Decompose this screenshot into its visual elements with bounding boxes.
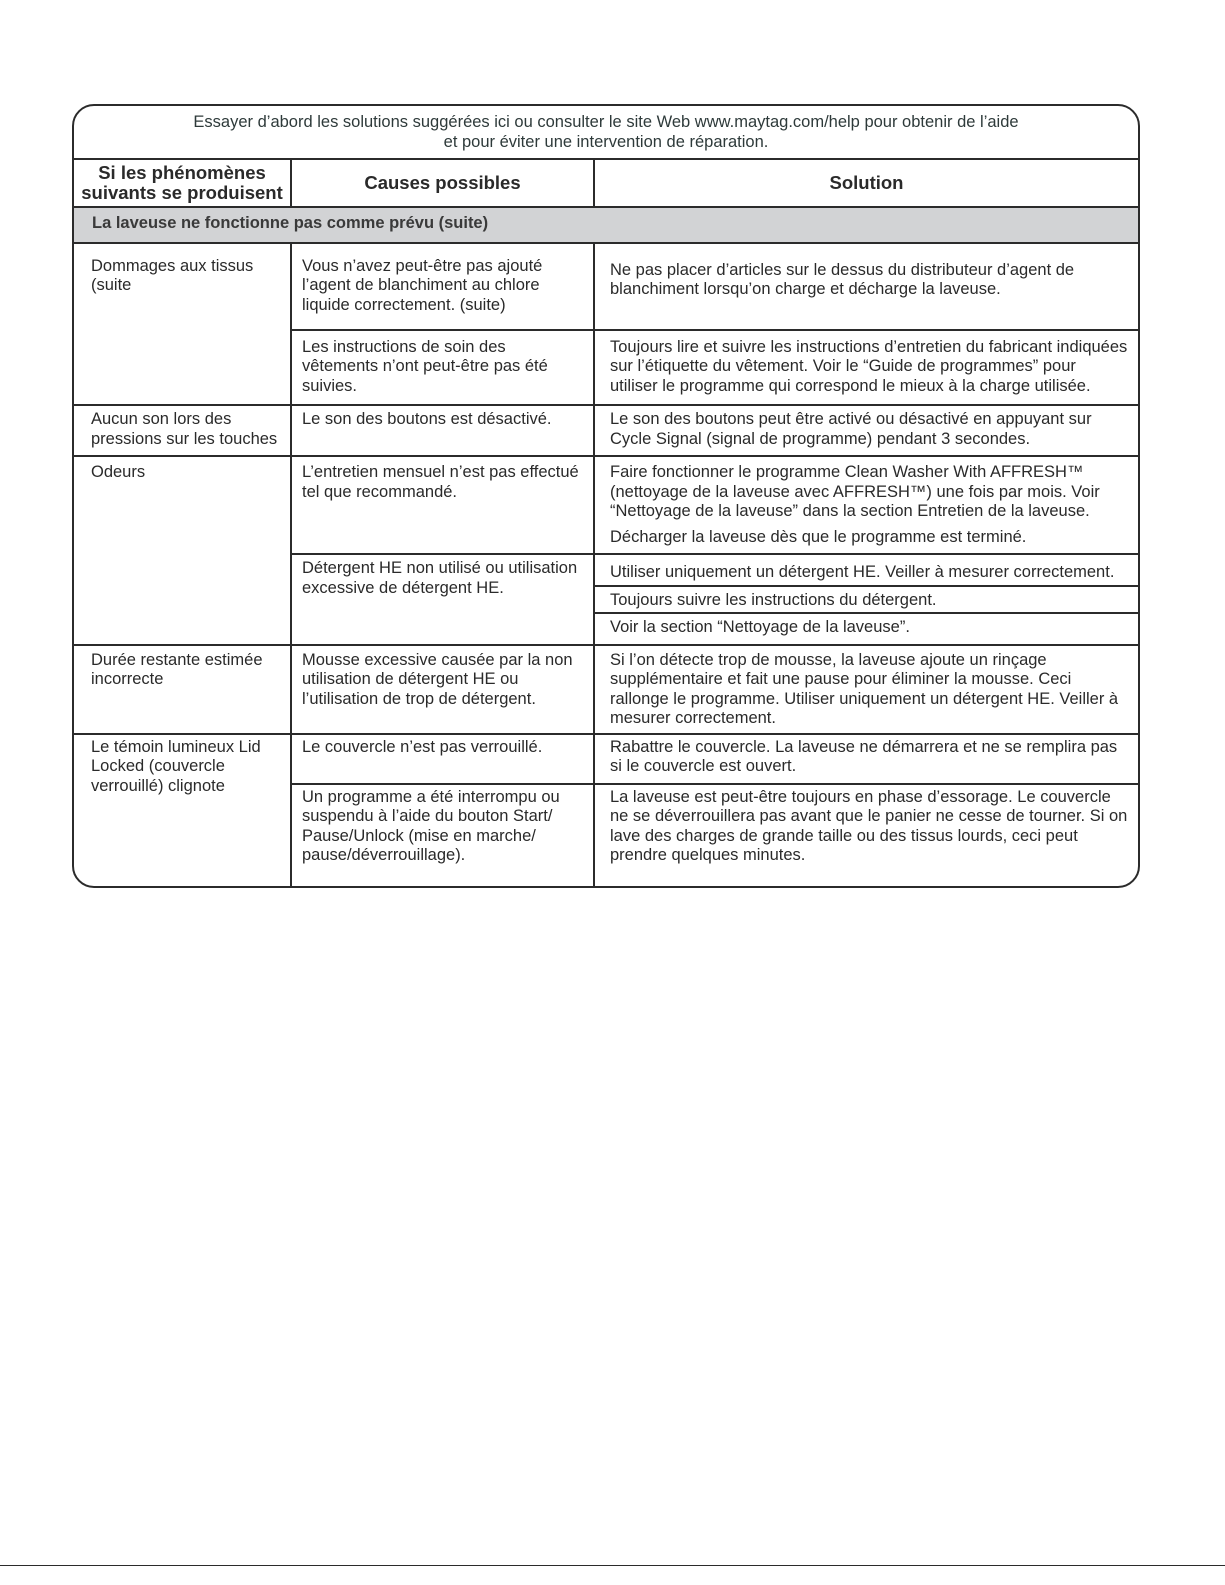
solution-cell [594,456,1138,554]
cause-cell: Un programme a été interrompu ou suspendu à l’aide du bouton Start/ Pause/Unlock (mise en marche/ pause/déverrouillage). [291,784,594,886]
cause-cell: Le couvercle n’est pas verrouillé. [291,734,594,784]
solution-cell: La laveuse est peut-être toujours en phase d’essorage. Le couvercle ne se déverrouillera pas avant que le panier ne cesse de tourner. Si on lave des charges de grande taille ou des tissus lourds, ceci peut prendre quelques minutes. [594,784,1138,886]
table-row [74,734,1138,784]
table-row [74,243,1138,330]
cause-cell: Vous n’avez peut-être pas ajouté l’agent de blanchiment au chlore liquide correctement. (suite) [291,243,594,330]
solution-text: Voir la section “Nettoyage de la laveuse”. [595,612,1138,644]
cause-cell: Le son des boutons est désactivé. [291,405,594,456]
intro-line-1: Essayer d’abord les solutions suggérées ici ou consulter le site Web www.maytag.com/help pour obtenir de l’aide [193,113,1019,131]
header-solution: Solution [594,159,1138,207]
table-row [74,405,1138,456]
intro-line-2: et pour éviter une intervention de réparation. [443,132,769,151]
page-bottom-rule [0,1565,1225,1566]
troubleshooting-table [74,106,1138,886]
solution-text: Décharger la laveuse dès que le programme est terminé. [610,527,1027,546]
table-row [74,456,1138,554]
section-title: La laveuse ne fonctionne pas comme prévu (suite) [74,207,1138,243]
solution-cell: Ne pas placer d’articles sur le dessus du distributeur d’agent de blanchiment lorsqu’on charge et décharge la laveuse. [594,243,1138,330]
table-row [74,645,1138,734]
symptom-cell: Le témoin lumineux Lid Locked (couvercle verrouillé) clignote [74,734,291,886]
symptom-cell: Aucun son lors des pressions sur les touches [74,405,291,456]
cause-cell: L’entretien mensuel n’est pas effectué tel que recommandé. [291,456,594,554]
symptom-cell: Durée restante estimée incorrecte [74,645,291,734]
intro-row [74,106,1138,159]
solution-text: Faire fonctionner le programme Clean Washer With AFFRESH™ (nettoyage de la laveuse avec AFFRESH™) une fois par mois. Voir “Nettoyage de la laveuse” dans la section Entretien de la laveuse. [610,463,1100,520]
solution-text: Utiliser uniquement un détergent HE. Veiller à mesurer correctement. [610,563,1115,581]
symptom-cell: Dommages aux tissus (suite [74,243,291,406]
header-causes: Causes possibles [291,159,594,207]
solution-cell: Si l’on détecte trop de mousse, la laveuse ajoute un rinçage supplémentaire et fait une pause pour éliminer la mousse. Ceci rallonge le programme. Utiliser uniquement un détergent HE. Veiller à mesurer correctement. [594,645,1138,734]
solution-cell: Le son des boutons peut être activé ou désactivé en appuyant sur Cycle Signal (signal de programme) pendant 3 secondes. [594,405,1138,456]
solution-cell [594,554,1138,645]
solution-text: Toujours suivre les instructions du détergent. [595,585,1138,613]
section-row [74,207,1138,243]
cause-cell: Mousse excessive causée par la non utilisation de détergent HE ou l’utilisation de trop de détergent. [291,645,594,734]
solution-cell: Rabattre le couvercle. La laveuse ne démarrera et ne se remplira pas si le couvercle est ouvert. [594,734,1138,784]
troubleshooting-table-frame [72,104,1140,888]
solution-cell: Toujours lire et suivre les instructions d’entretien du fabricant indiquées sur l’étiquette du vêtement. Voir le “Guide de programmes” pour utiliser le programme qui correspond le mieux à la charge utilisée. [594,330,1138,406]
header-row [74,159,1138,207]
symptom-cell: Odeurs [74,456,291,645]
cause-cell: Détergent HE non utilisé ou utilisation excessive de détergent HE. [291,554,594,645]
intro-note [74,106,1138,159]
cause-cell: Les instructions de soin des vêtements n’ont peut-être pas été suivies. [291,330,594,406]
header-symptom: Si les phénomènes suivants se produisent [74,159,291,207]
